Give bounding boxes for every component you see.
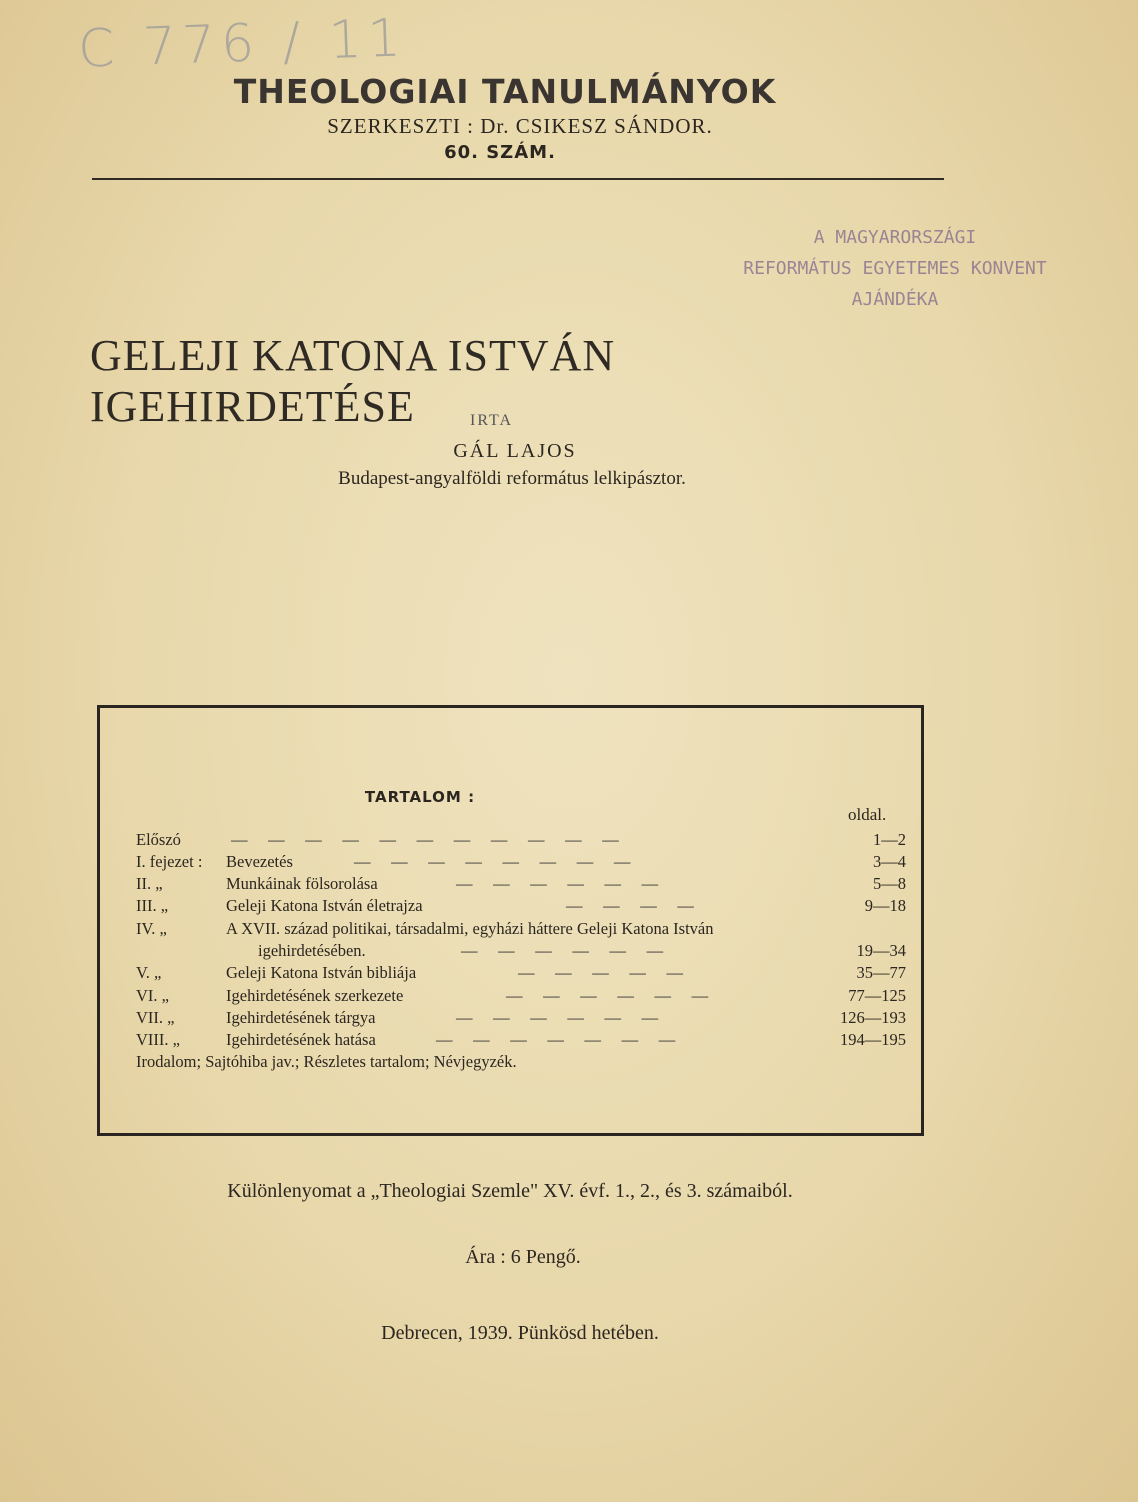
donation-stamp xyxy=(740,222,1050,315)
toc-page-header: oldal. xyxy=(848,805,887,824)
toc-leader-dashes: — — — — — — — — xyxy=(354,852,631,871)
toc-leader-dashes: — — — — xyxy=(566,896,694,915)
toc-chapter-title: Bevezetés xyxy=(226,852,293,871)
toc-row xyxy=(136,1008,906,1030)
toc-page-range: 77—125 xyxy=(848,986,906,1005)
toc-row xyxy=(136,874,906,896)
toc-page-range: 126—193 xyxy=(840,1008,906,1027)
toc-chapter-number: I. fejezet : xyxy=(136,852,203,871)
toc-row xyxy=(136,852,906,874)
toc-leader-dashes: — — — — — — xyxy=(506,986,709,1005)
toc-leader-dashes: — — — — — — — — — — — xyxy=(231,830,619,849)
toc-chapter-title: Igehirdetésének hatása xyxy=(226,1030,376,1049)
place-date: Debrecen, 1939. Pünkösd hetében. xyxy=(381,1322,659,1344)
author-role: Budapest-angyalföldi református lelkipásztor. xyxy=(338,468,686,489)
series-title: THEOLOGIAI TANULMÁNYOK xyxy=(233,72,777,111)
toc-chapter-number: VII. „ xyxy=(136,1008,175,1027)
toc-page-range: 1—2 xyxy=(873,830,906,849)
toc-chapter-title: A XVII. század politikai, társadalmi, egyházi háttere Geleji Katona István xyxy=(226,919,714,938)
toc-page-range: 5—8 xyxy=(873,874,906,893)
toc-chapter-title: Igehirdetésének szerkezete xyxy=(226,986,404,1005)
toc-row xyxy=(136,830,906,852)
toc-page-range: 19—34 xyxy=(856,941,906,960)
toc-chapter-title: Geleji Katona István életrajza xyxy=(226,896,423,915)
toc-chapter-number: III. „ xyxy=(136,896,169,915)
stamp-line-2: REFORMÁTUS EGYETEMES KONVENT xyxy=(743,258,1047,279)
pencil-shelfmark: C 776 / 11 xyxy=(77,8,408,80)
toc-row xyxy=(136,986,906,1008)
toc-page-range: 9—18 xyxy=(864,896,906,915)
price-line: Ára : 6 Pengő. xyxy=(465,1246,581,1268)
header-rule xyxy=(92,178,944,180)
byline-irta: IRTA xyxy=(470,412,514,429)
toc-chapter-number: IV. „ xyxy=(136,919,167,938)
book-title: GELEJI KATONA ISTVÁN IGEHIRDETÉSE xyxy=(90,331,616,431)
toc-row xyxy=(136,1030,906,1052)
toc-heading: TARTALOM : xyxy=(364,788,476,806)
toc-row xyxy=(136,963,906,985)
toc-row xyxy=(136,941,906,963)
toc-chapter-title: igehirdetésében. xyxy=(258,941,366,960)
toc-leader-dashes: — — — — — — — xyxy=(436,1030,676,1049)
toc-chapter-number: VIII. „ xyxy=(136,1030,180,1049)
toc-page-range: 194—195 xyxy=(840,1030,906,1049)
toc-chapter-title: Irodalom; Sajtóhiba jav.; Részletes tartalom; Névjegyzék. xyxy=(136,1052,517,1071)
offprint-note: Különlenyomat a „Theologiai Szemle" XV. évf. 1., 2., és 3. számaiból. xyxy=(227,1180,793,1202)
author-name: GÁL LAJOS xyxy=(453,440,577,462)
toc-chapter-title: Előszó xyxy=(136,830,181,849)
editor-line: SZERKESZTI : Dr. CSIKESZ SÁNDOR. xyxy=(327,114,713,138)
toc-leader-dashes: — — — — — — xyxy=(461,941,664,960)
toc-row xyxy=(136,896,906,918)
toc-row xyxy=(136,1052,906,1074)
toc-row xyxy=(136,919,906,941)
toc-chapter-title: Munkáinak fölsorolása xyxy=(226,874,378,893)
toc-chapter-number: VI. „ xyxy=(136,986,169,1005)
toc-leader-dashes: — — — — — — xyxy=(456,874,659,893)
toc-page-range: 3—4 xyxy=(873,852,906,871)
toc-chapter-title: Igehirdetésének tárgya xyxy=(226,1008,376,1027)
issue-number: 60. SZÁM. xyxy=(444,142,556,163)
toc-chapter-number: V. „ xyxy=(136,963,162,982)
toc-chapter-number: II. „ xyxy=(136,874,163,893)
stamp-line-3: AJÁNDÉKA xyxy=(851,289,939,310)
table-of-contents xyxy=(97,705,924,1136)
toc-page-range: 35—77 xyxy=(856,963,906,982)
stamp-line-1: A MAGYARORSZÁGI xyxy=(813,227,977,248)
toc-leader-dashes: — — — — — — xyxy=(456,1008,659,1027)
toc-chapter-title: Geleji Katona István bibliája xyxy=(226,963,417,982)
toc-leader-dashes: — — — — — xyxy=(518,963,683,982)
